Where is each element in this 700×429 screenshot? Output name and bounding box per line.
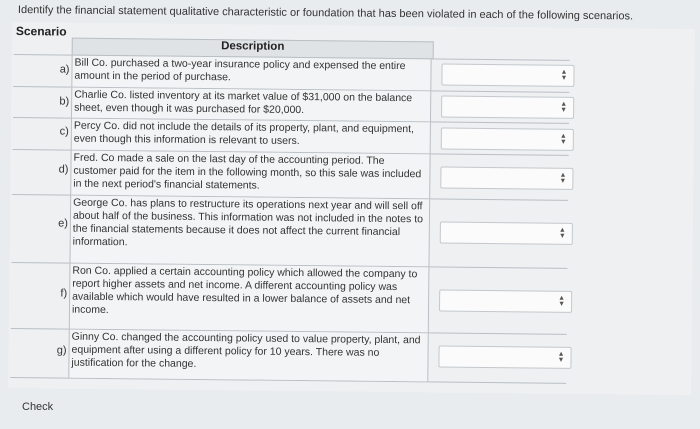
description-header: Description (72, 38, 434, 60)
table-row (11, 194, 568, 269)
scenario-description: Fred. Co made a sale on the last day of the accounting period. The customer paid for the item in the following month, so this sale was included in the next period's financial statements. (70, 151, 430, 200)
scenario-description: Ginny Co. changed the accounting policy used to value property, plant, and equipment after using a different policy for 10 years. There was no justification for the change. (68, 330, 428, 382)
updown-arrows-icon: ▲ ▼ (559, 132, 567, 146)
characteristic-select[interactable] (440, 221, 573, 244)
scenario-letter: b) (59, 95, 70, 108)
scenario-letter: g) (56, 344, 67, 357)
characteristic-select[interactable] (438, 345, 571, 368)
characteristic-select[interactable] (439, 289, 572, 312)
characteristic-select[interactable] (440, 166, 573, 189)
updown-arrows-icon: ▲ ▼ (558, 226, 566, 240)
scenario-letter: e) (58, 217, 68, 230)
updown-arrows-icon: ▲ ▼ (559, 171, 567, 185)
characteristic-select[interactable] (441, 127, 574, 150)
characteristic-select[interactable] (441, 64, 574, 87)
table-row (12, 149, 568, 201)
scenario-letter: f) (60, 287, 68, 300)
characteristic-select[interactable] (441, 95, 574, 118)
scenario-description: Charlie Co. listed inventory at its market value of $31,000 on the balance sheet, even though it was purchased for $20,000. (71, 88, 431, 123)
updown-arrows-icon: ▲ ▼ (557, 350, 565, 364)
updown-arrows-icon: ▲ ▼ (560, 100, 568, 114)
updown-arrows-icon: ▲ ▼ (558, 294, 566, 308)
updown-arrows-icon: ▲ ▼ (560, 68, 568, 82)
scenario-description: Bill Co. purchased a two-year insurance policy and expensed the entire amount in the period of purchase. (71, 56, 431, 92)
scenario-letter: c) (59, 125, 69, 138)
table-row (10, 328, 566, 384)
check-button[interactable]: Check (22, 401, 54, 413)
scenario-letter: a) (59, 63, 70, 76)
scenario-letter: d) (58, 163, 69, 176)
scenario-description: George Co. has plans to restructure its operations next year and will sell off about half of the business. This information was not included in the notes to the financial statements because it does not affect the current financial information. (69, 196, 430, 268)
scenario-header: Scenario (15, 24, 67, 39)
table-row (11, 262, 568, 335)
scenario-description: Percy Co. did not include the details of its property, plant, and equipment, even though this information is relevant to users. (71, 119, 431, 155)
scenario-table (8, 22, 695, 395)
scenario-description: Ron Co. applied a certain accounting policy which allowed the company to report higher assets and net income. A different accounting policy was available which would have resulted in a lower balance of assets and net income. (69, 264, 430, 334)
instruction-text: Identify the financial statement qualitative characteristic or foundation that has been violated in each of the following scenarios. (17, 3, 634, 23)
